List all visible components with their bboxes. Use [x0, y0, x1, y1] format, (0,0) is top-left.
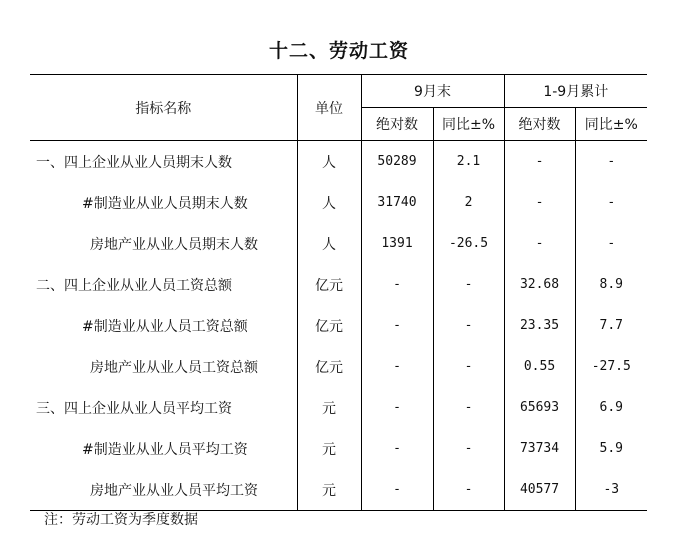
row-name: 房地产业从业人员工资总额: [90, 359, 258, 376]
header-ytd-absolute: 绝对数: [504, 108, 575, 141]
header-ytd-yoy: 同比±%: [575, 108, 647, 141]
header-indicator: 指标名称: [30, 75, 297, 141]
row-sep-absolute: 50289: [361, 141, 433, 183]
row-ytd-yoy: 8.9: [575, 264, 647, 305]
row-ytd-absolute: 32.68: [504, 264, 575, 305]
row-unit: 亿元: [297, 264, 361, 305]
row-unit: 亿元: [297, 305, 361, 346]
footnote: 注：劳动工资为季度数据: [44, 512, 198, 528]
row-sep-absolute: -: [361, 387, 433, 428]
table-row: [30, 346, 647, 387]
row-name: 三、四上企业从业人员平均工资: [36, 400, 232, 417]
row-sep-yoy: -: [433, 305, 504, 346]
row-ytd-absolute: 73734: [504, 428, 575, 469]
row-sep-absolute: -: [361, 346, 433, 387]
row-ytd-yoy: -3: [575, 469, 647, 511]
labor-wage-table: [30, 74, 647, 511]
row-ytd-absolute: -: [504, 182, 575, 223]
row-ytd-yoy: 6.9: [575, 387, 647, 428]
header-group-ytd: 1-9月累计: [504, 75, 647, 108]
page-title: 十二、劳动工资: [268, 40, 409, 62]
row-ytd-yoy: -: [575, 141, 647, 183]
row-sep-absolute: -: [361, 428, 433, 469]
row-ytd-absolute: 23.35: [504, 305, 575, 346]
row-name: 一、四上企业从业人员期末人数: [36, 154, 232, 171]
row-unit: 人: [297, 223, 361, 264]
row-sep-absolute: 1391: [361, 223, 433, 264]
row-name: #制造业从业人员期末人数: [82, 195, 248, 212]
row-ytd-absolute: 0.55: [504, 346, 575, 387]
row-name: #制造业从业人员平均工资: [82, 441, 248, 458]
row-sep-absolute: -: [361, 469, 433, 511]
row-sep-yoy: -: [433, 346, 504, 387]
table-row: [30, 305, 647, 346]
row-ytd-yoy: 5.9: [575, 428, 647, 469]
row-ytd-absolute: 40577: [504, 469, 575, 511]
table-row: [30, 182, 647, 223]
header-sep-absolute: 绝对数: [361, 108, 433, 141]
row-ytd-absolute: 65693: [504, 387, 575, 428]
table-row: [30, 264, 647, 305]
table-row: [30, 141, 647, 183]
table-row: [30, 223, 647, 264]
row-sep-yoy: 2: [433, 182, 504, 223]
table-row: [30, 428, 647, 469]
row-ytd-absolute: -: [504, 223, 575, 264]
row-sep-yoy: -: [433, 469, 504, 511]
header-sep-yoy: 同比±%: [433, 108, 504, 141]
row-ytd-yoy: -27.5: [575, 346, 647, 387]
row-name: 房地产业从业人员平均工资: [30, 469, 297, 511]
row-unit: 人: [297, 141, 361, 183]
row-sep-yoy: -26.5: [433, 223, 504, 264]
row-unit: 元: [297, 428, 361, 469]
row-ytd-yoy: -: [575, 223, 647, 264]
header-unit: 单位: [297, 75, 361, 141]
row-sep-absolute: -: [361, 264, 433, 305]
row-ytd-yoy: 7.7: [575, 305, 647, 346]
row-sep-absolute: -: [361, 305, 433, 346]
row-unit: 亿元: [297, 346, 361, 387]
row-sep-yoy: 2.1: [433, 141, 504, 183]
row-name: #制造业从业人员工资总额: [82, 318, 248, 335]
table-row: [30, 387, 647, 428]
row-sep-absolute: 31740: [361, 182, 433, 223]
row-name: 房地产业从业人员期末人数: [90, 236, 258, 253]
row-name: 二、四上企业从业人员工资总额: [36, 277, 232, 294]
row-unit: 元: [297, 387, 361, 428]
row-ytd-absolute: -: [504, 141, 575, 183]
row-ytd-yoy: -: [575, 182, 647, 223]
row-sep-yoy: -: [433, 264, 504, 305]
row-sep-yoy: -: [433, 428, 504, 469]
row-unit: 元: [297, 469, 361, 511]
row-unit: 人: [297, 182, 361, 223]
header-group-september: 9月末: [361, 75, 504, 108]
table-row: [30, 469, 647, 511]
row-sep-yoy: -: [433, 387, 504, 428]
